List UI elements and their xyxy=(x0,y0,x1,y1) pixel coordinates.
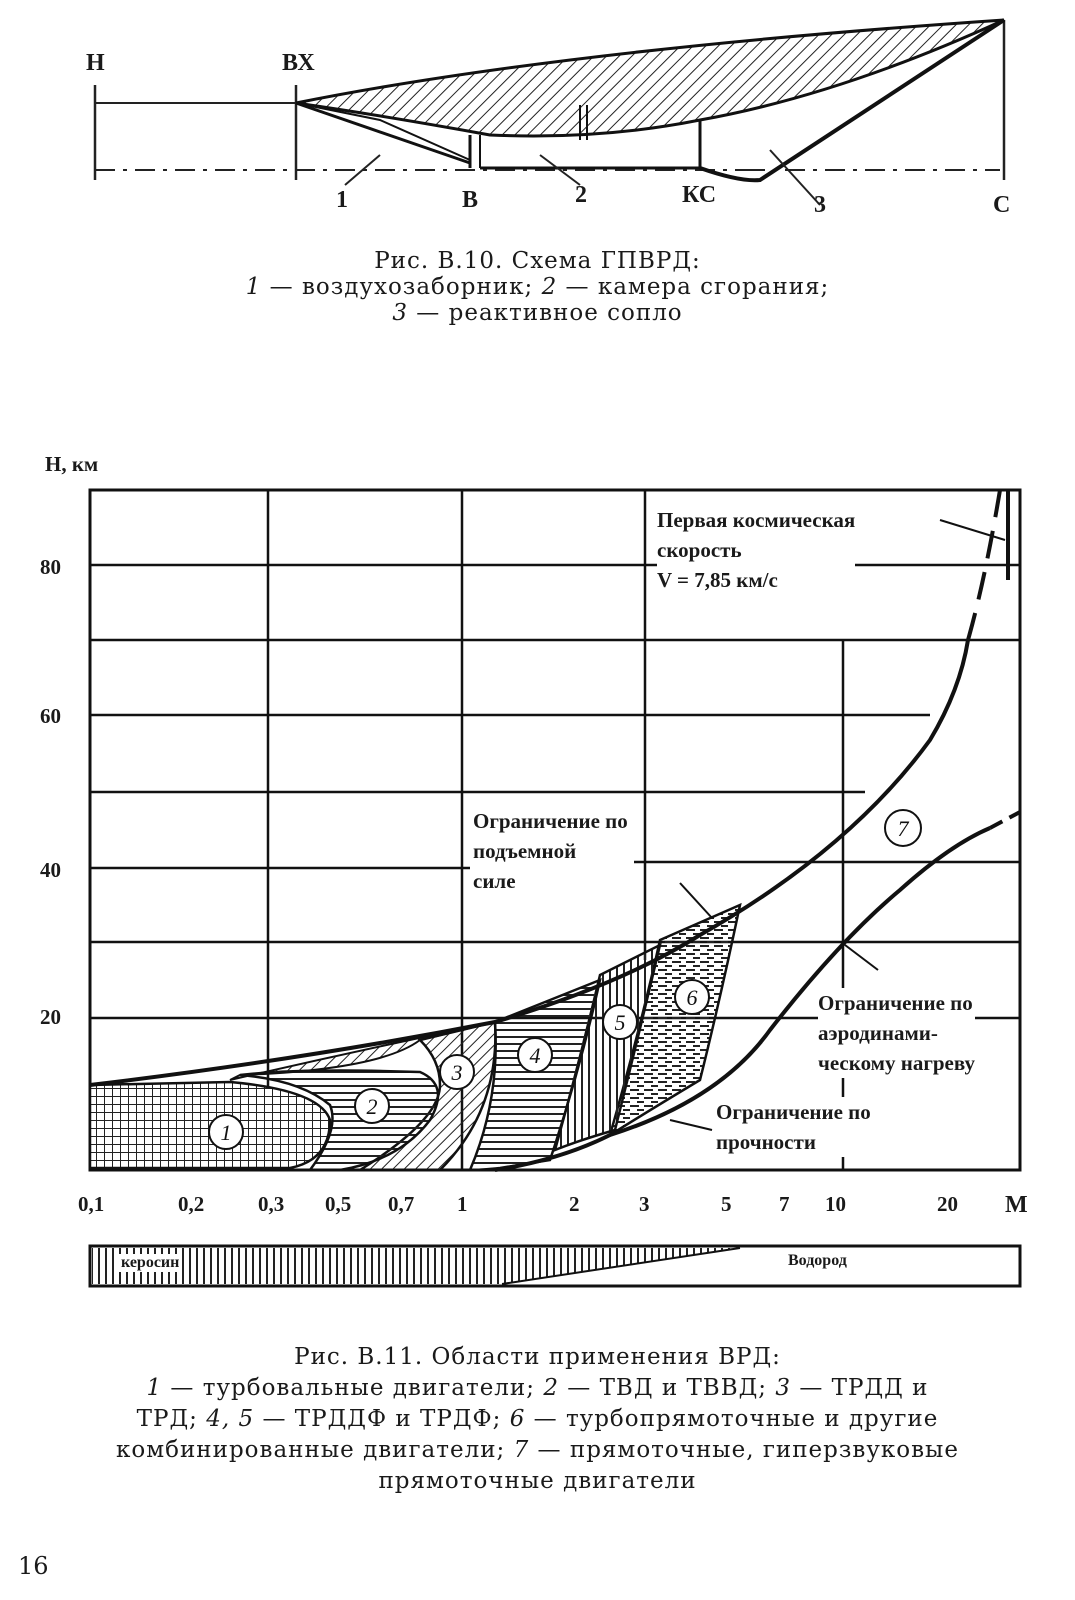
label-c: С xyxy=(993,192,1011,218)
lift-line2: подъемной xyxy=(473,839,577,863)
c-text-4: ТРД; xyxy=(136,1406,207,1432)
c-text-5: — ТРДДФ и ТРДФ; xyxy=(254,1406,510,1432)
x-axis-label: М xyxy=(1005,1192,1028,1218)
c-num-2: 2 xyxy=(543,1375,559,1401)
num-1: 1 xyxy=(245,274,262,300)
label-v: В xyxy=(462,187,479,213)
num-2: 2 xyxy=(541,274,558,300)
lift-line1: Ограничение по xyxy=(473,809,628,833)
strength-line2: прочности xyxy=(716,1130,816,1154)
heating-line1: Ограничение по xyxy=(818,991,973,1015)
c-text-6: — турбопрямоточные и другие xyxy=(525,1406,939,1432)
curve-heating-limit-dashed xyxy=(990,812,1020,828)
text-nozzle: — реактивное сопло xyxy=(407,300,683,326)
fig11-caption-title: Рис. В.11. Области применения ВРД: xyxy=(294,1344,781,1370)
fig10-caption-title: Рис. В.10. Схема ГПВРД: xyxy=(374,248,701,274)
c-num-4: 4, 5 xyxy=(206,1406,255,1432)
page-number: 16 xyxy=(18,1552,49,1580)
heating-line2: аэродинами- xyxy=(818,1021,938,1045)
y-tick-80: 80 xyxy=(40,555,61,579)
annotation-strength-limit xyxy=(716,1097,871,1157)
space-speed-line1: Первая космическая xyxy=(657,508,856,532)
c-num-6: 6 xyxy=(509,1406,526,1432)
region-label-4: 4 xyxy=(529,1043,541,1068)
fig11-caption-line2 xyxy=(30,1404,1045,1435)
annotation-space-speed xyxy=(657,505,855,595)
text-inlet: — воздухозаборник; xyxy=(261,274,542,300)
num-3: 3 xyxy=(392,300,408,326)
region-label-2: 2 xyxy=(366,1094,378,1119)
x-tick-0-1: 0,1 xyxy=(78,1192,105,1216)
region-label-3: 3 xyxy=(451,1060,463,1085)
x-tick-7: 7 xyxy=(779,1192,790,1216)
x-tick-0-5: 0,5 xyxy=(325,1192,352,1216)
x-tick-5: 5 xyxy=(721,1192,732,1216)
region-label-1: 1 xyxy=(220,1120,232,1145)
label-h: Н xyxy=(86,50,105,76)
c-text-2: — ТВД и ТВВД; xyxy=(558,1375,776,1401)
space-speed-line2: скорость xyxy=(657,538,742,562)
x-tick-3: 3 xyxy=(639,1192,650,1216)
text-chamber: — камера сгорания; xyxy=(557,274,830,300)
fuel-hydrogen-label: Водород xyxy=(788,1252,847,1269)
x-tick-20: 20 xyxy=(937,1192,958,1216)
region-label-5: 5 xyxy=(614,1010,626,1035)
c-text-1: — турбовальные двигатели; xyxy=(162,1375,544,1401)
x-tick-1: 1 xyxy=(457,1192,468,1216)
x-tick-0-2: 0,2 xyxy=(178,1192,205,1216)
space-speed-line3: V = 7,85 км/с xyxy=(657,568,778,592)
c-text-7: комбинированные двигатели; xyxy=(116,1437,514,1463)
region-label-6: 6 xyxy=(686,985,698,1010)
label-ks: КС xyxy=(682,182,717,208)
lift-line3: силе xyxy=(473,869,516,893)
x-tick-2: 2 xyxy=(569,1192,580,1216)
y-tick-40: 40 xyxy=(40,858,61,882)
fig11-caption xyxy=(30,1342,1045,1497)
y-axis-label: Н, км xyxy=(45,452,99,476)
c-num-1: 1 xyxy=(146,1375,163,1401)
fuel-kerosene-label: керосин xyxy=(118,1254,182,1272)
fig11-caption-line4: прямоточные двигатели xyxy=(378,1468,697,1494)
strength-line1: Ограничение по xyxy=(716,1100,871,1124)
label-vx: ВХ xyxy=(282,50,315,76)
y-tick-60: 60 xyxy=(40,704,61,728)
y-tick-20: 20 xyxy=(40,1005,61,1029)
fig11-caption-line3 xyxy=(30,1435,1045,1466)
label-2: 2 xyxy=(575,182,587,208)
region-label-7: 7 xyxy=(897,816,909,841)
x-tick-10: 10 xyxy=(825,1192,846,1216)
x-tick-0-3: 0,3 xyxy=(258,1192,285,1216)
c-text-3: — ТРДД и xyxy=(791,1375,929,1401)
heating-line3: ческому нагреву xyxy=(818,1051,975,1075)
fig11-caption-line1 xyxy=(30,1373,1045,1404)
c-num-3: 3 xyxy=(775,1375,792,1401)
label-1: 1 xyxy=(336,187,348,213)
annotation-heating-limit xyxy=(818,988,975,1078)
x-tick-0-7: 0,7 xyxy=(388,1192,415,1216)
annotation-lift-limit xyxy=(473,806,634,896)
label-3: 3 xyxy=(814,192,826,218)
c-num-7: 7 xyxy=(513,1437,530,1463)
c-text-8: — прямоточные, гиперзвуковые xyxy=(529,1437,959,1463)
